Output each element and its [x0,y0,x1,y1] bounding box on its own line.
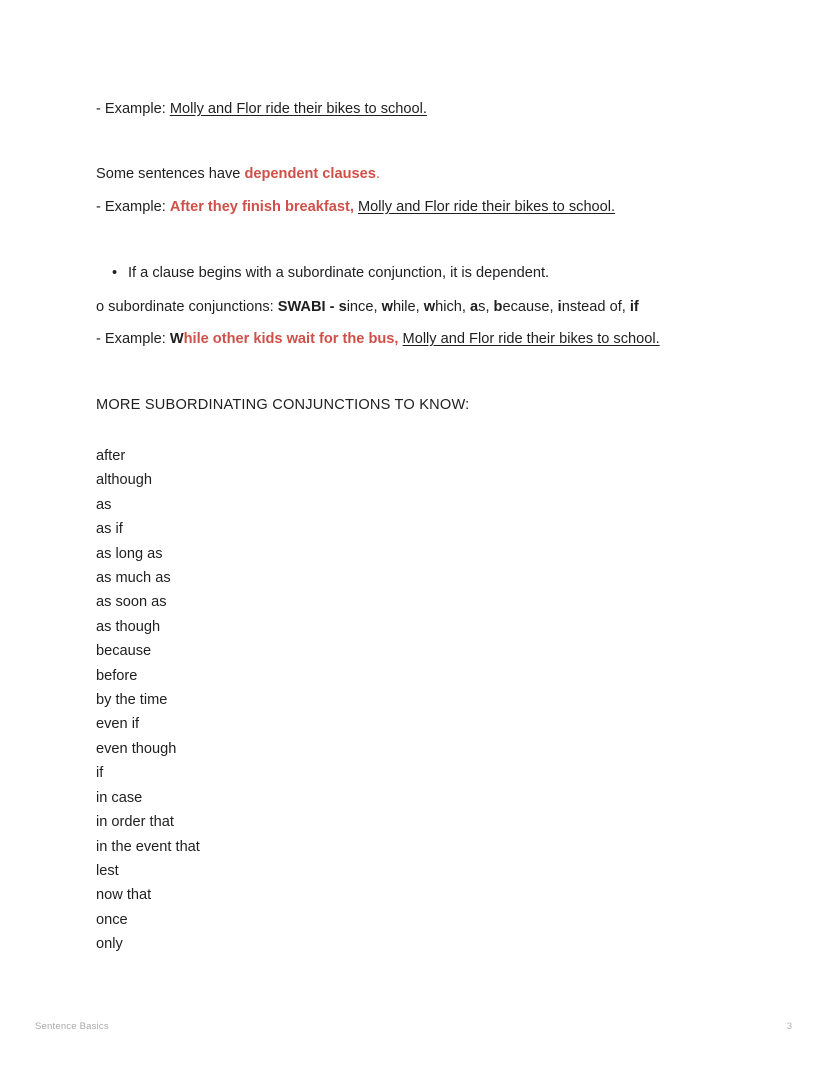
swabi-item-0-rest: ince, [346,299,382,315]
bullet-list-item [112,264,549,283]
conjunction-item: because [96,643,152,660]
conjunction-item: as [96,496,112,513]
conjunction-item: by the time [96,692,168,709]
independent-clause-2: Molly and Flor ride their bikes to school. [357,199,616,215]
independent-clause-1: Molly and Flor ride their bikes to school. [169,101,427,117]
dependent-clause-2: After they finish breakfast, [169,199,354,215]
example-line-3 [96,330,660,349]
example-line-2 [96,198,615,217]
conjunction-item: as if [96,521,123,538]
footer-page-number: 3 [786,1021,792,1032]
conjunction-item: as long as [96,545,163,562]
conjunction-item: lest [96,862,119,879]
conjunction-item: once [96,911,128,928]
swabi-item-5-initial: i [557,299,562,315]
swabi-line [96,298,639,317]
conjunction-item: even if [96,716,139,733]
conjunction-item: although [96,472,152,489]
conjunction-item: as though [96,618,161,635]
example-label-1: - Example: [96,101,170,117]
conjunction-item: only [96,936,123,953]
conjunction-item: in order that [96,814,174,831]
swabi-marker: o [96,299,109,315]
bullet-text: If a clause begins with a subordinate conjunction, it is dependent. [128,265,550,281]
swabi-item-4-initial: b [493,299,503,315]
swabi-label: subordinate conjunctions: [108,299,278,315]
swabi-item-1-initial: w [381,299,393,315]
example-label-2: - Example: [96,199,170,215]
example-label-3: - Example: [96,331,170,347]
swabi-item-3-rest: s, [478,299,494,315]
intro-prefix: Some sentences have [96,166,245,182]
intro-period: . [375,166,380,182]
swabi-item-6-initial: if [629,299,639,315]
conjunction-item: before [96,667,138,684]
dependent-clause-3-rest: hile other kids wait for the bus, [183,331,399,347]
conjunction-item: in case [96,789,143,806]
conjunction-item: now that [96,887,152,904]
swabi-item-2-rest: hich, [435,299,471,315]
more-conjunctions-heading: MORE SUBORDINATING CONJUNCTIONS TO KNOW: [96,397,470,413]
bullet-dot-icon: • [112,265,118,281]
swabi-item-4-rest: ecause, [502,299,558,315]
swabi-item-3-initial: a [470,299,479,315]
conjunction-item: as much as [96,570,171,587]
conjunction-item: in the event that [96,838,200,855]
conjunction-item: if [96,765,104,782]
conjunction-item: as soon as [96,594,167,611]
conjunction-list [96,444,200,957]
example-line-1 [96,100,427,119]
footer-document-title: Sentence Basics [35,1021,109,1032]
swabi-acronym: SWABI [277,299,326,315]
swabi-dash: - [325,299,339,315]
swabi-items [339,299,639,315]
dependent-clause-3-first-letter: W [169,331,184,347]
swabi-item-5-rest: nstead of, [561,299,630,315]
swabi-item-2-initial: w [423,299,436,315]
conjunction-item: even though [96,740,177,757]
independent-clause-3: Molly and Flor ride their bikes to school. [402,331,660,347]
swabi-item-1-rest: hile, [392,299,424,315]
dependent-clauses-emphasis: dependent clauses [244,166,376,182]
dependent-clauses-intro [96,165,380,184]
conjunction-item: after [96,448,126,464]
swabi-item-0-initial: s [338,299,347,315]
